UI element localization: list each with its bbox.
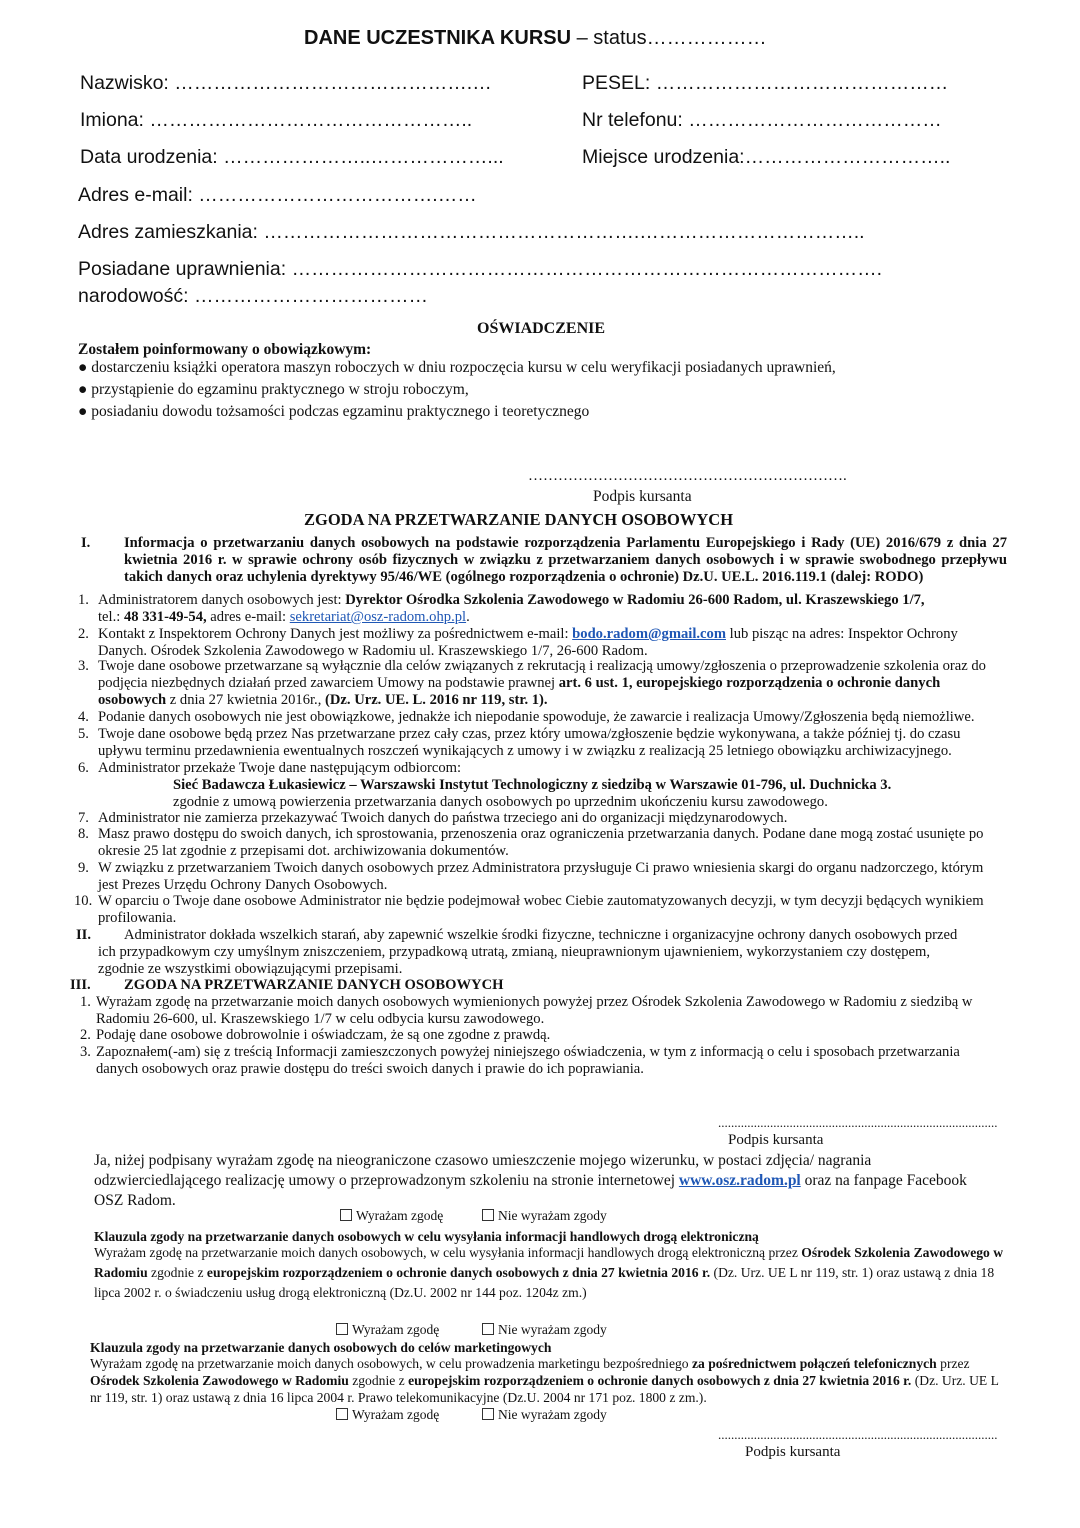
item-5: Twoje dane osobowe będą przez Nas przetwarzane przez cały czas, przez który umowa/zgłoszenie będzie wykonywana, a także później tj. do czasu upływu terminu przedawnienia ewentualnych roszczeń wynikających z umowy i w związku z realizacją 25 letniego obowiązku archiwizacyjnego.	[98, 726, 961, 759]
item-2-text: Kontakt z Inspektorem Ochrony Danych jest możliwy za pośrednictwem e-mail:	[98, 626, 573, 642]
signature-label: Podpis kursanta	[728, 1132, 824, 1148]
checkbox-icon[interactable]	[336, 1408, 348, 1420]
wizerunek-rest: oraz na fanpage Facebook OSZ Radom.	[94, 1172, 967, 1209]
email-link-iod[interactable]: bodo.radom@gmail.com	[572, 626, 726, 642]
oswiadczenie-title: OŚWIADCZENIE	[477, 320, 606, 337]
wizerunek-no-option[interactable]	[482, 1208, 607, 1224]
klauzula-1-part: zgodnie z	[147, 1265, 207, 1280]
item-number: 2.	[78, 626, 89, 642]
item-10: W oparciu o Twoje dane osobowe Administrator nie będzie podejmował wobec Ciebie zautomatyzowanych decyzji, w tym decyzji będących wynikiem profilowania.	[98, 893, 984, 926]
klauzula-2-no-option[interactable]	[482, 1407, 607, 1423]
klauzula-1-org: Ośrodek Szkolenia Zawodowego w Radomiu	[94, 1245, 1004, 1280]
item-number: 1.	[78, 592, 89, 608]
oswiadczenie-item: ● posiadaniu dowodu tożsamości podczas egzaminu praktycznego i teoretycznego	[78, 403, 590, 420]
klauzula-1-part: Wyrażam zgodę na przetwarzanie moich danych osobowych, w celu wysyłania informacji handlowych drogą elektroniczną przez	[94, 1245, 802, 1260]
klauzula-2-text	[90, 1355, 1006, 1406]
klauzula-2-part: przez	[936, 1356, 970, 1371]
item-number: 3.	[80, 1044, 91, 1060]
item-number: 1.	[80, 994, 91, 1010]
field-narodowosc[interactable]: narodowość: ………………………………	[78, 285, 428, 307]
option-label: Nie wyrażam zgody	[498, 1407, 607, 1422]
field-nazwisko[interactable]: Nazwisko: ……………………………………….…	[80, 72, 492, 94]
option-label: Wyrażam zgodę	[352, 1407, 440, 1422]
item-7: Administrator nie zamierza przekazywać Twoich danych do państwa trzeciego ani do organizacji międzynarodowych.	[98, 810, 788, 826]
signature-line: ......................................................................................	[718, 1115, 998, 1130]
title-bold: DANE UCZESTNIKA KURSU	[304, 27, 572, 49]
item-6: Administrator przekaże Twoje dane następującym odbiorcom:	[98, 760, 462, 776]
item-number: 5.	[78, 726, 89, 742]
option-label: Wyrażam zgodę	[356, 1208, 444, 1223]
wizerunek-consent	[94, 1151, 999, 1211]
consent-3: Zapoznałem(-am) się z treścią Informacji zamieszczonych powyżej niniejszego oświadczenia, w tym z informacją o celu i sposobach przetwarzania danych osobowych oraz prawie dostępu do treści swoich danych i prawie do ich poprawiania.	[96, 1044, 960, 1077]
checkbox-icon[interactable]	[482, 1323, 494, 1335]
item-number: 8.	[78, 826, 89, 842]
oswiadczenie-item: ● dostarczeniu książki operatora maszyn roboczych w dniu rozpoczęcia kursu w celu weryfikacji posiadanych uprawnień,	[78, 359, 836, 376]
wizerunek-text: Ja, niżej podpisany wyrażam zgodę na nieograniczone czasowo umieszczenie mojego wizerunku, w postaci zdjęcia/ nagrania odzwierciedlającego realizację umowy o przeprowadzonym szkoleniu na stronie internetowej	[94, 1152, 872, 1189]
item-3-legal: art. 6 ust. 1, europejskiego rozporządzenia o ochronie danych osobowych	[98, 675, 941, 708]
klauzula-2-part: zgodnie z	[348, 1373, 409, 1388]
klauzula-1-text	[94, 1243, 1006, 1303]
item-3-ref: (Dz. Urz. UE. L. 2016 nr 119, str. 1).	[325, 692, 548, 708]
item-number: 3.	[78, 658, 89, 674]
oswiadczenie-lead: Zostałem poinformowany o obowiązkowym:	[78, 341, 372, 358]
item-8: Masz prawo dostępu do swoich danych, ich sprostowania, przenoszenia oraz ograniczenia przetwarzania danych. Podane dane mogą zostać usunięte po okresie 25 lat zgodnie z przepisami dot. archiwizowania dokumentów.	[98, 826, 984, 859]
checkbox-icon[interactable]	[482, 1408, 494, 1420]
signature-line: ……………………………………………………….	[528, 468, 847, 484]
option-label: Nie wyrażam zgody	[498, 1322, 607, 1337]
item-1-text: Administratorem danych osobowych jest:	[98, 592, 346, 608]
section-number: I.	[81, 535, 91, 551]
email-link-sekretariat[interactable]: sekretariat@osz-radom.ohp.pl	[289, 609, 467, 625]
item-9: W związku z przetwarzaniem Twoich danych osobowych przez Administratora przysługuje Ci prawo wniesienia skargi do organu nadzorczego, którym jest Prezes Urzędu Ochrony Danych Osobowych.	[98, 860, 984, 893]
item-3-text: Twoje dane osobowe przetwarzane są wyłącznie dla celów związanych z rekrutacją i realizacją umowy/zgłoszenia o przeprowadzenie szkolenia oraz do podjęcia niezbędnych działań przed zawarciem Umowy na podstawie prawnej	[98, 658, 986, 691]
item-6-recipient: Sieć Badawcza Łukasiewicz – Warszawski Instytut Technologiczny z siedzibą w Warszawie 01-796, ul. Duchnicka 3.	[173, 777, 892, 793]
signature-line: ......................................................................................	[718, 1427, 998, 1442]
item-3-date: z dnia 27 kwietnia 2016r.,	[166, 692, 326, 708]
checkbox-icon[interactable]	[336, 1323, 348, 1335]
item-1	[98, 592, 1008, 626]
klauzula-2-legal: europejskim rozporządzeniem o ochronie danych osobowych z dnia 27 kwietnia 2016 r.	[408, 1373, 912, 1388]
tel-number: 48 331-49-54,	[123, 609, 207, 625]
item-2-rest: lub pisząc na adres: Inspektor Ochrony Danych. Ośrodek Szkolenia Zawodowego w Radomiu ul. Kraszewskiego 1/7, 26-600 Radom.	[98, 626, 958, 659]
option-label: Wyrażam zgodę	[352, 1322, 440, 1337]
field-pesel[interactable]: PESEL: ………………………………………	[582, 72, 949, 94]
item-6-rest: zgodnie z umową powierzenia przetwarzania danych osobowych po uprzednim ukończeniu kursu zawodowego.	[173, 794, 828, 810]
klauzula-1-yes-option[interactable]	[336, 1322, 439, 1338]
item-number: 7.	[78, 810, 89, 826]
item-1-end: .	[466, 609, 470, 625]
page-title	[304, 27, 767, 50]
zgoda-title: ZGODA NA PRZETWARZANIE DANYCH OSOBOWYCH	[304, 510, 734, 529]
item-number: 4.	[78, 709, 89, 725]
klauzula-2-phone: za pośrednictwem połączeń telefonicznych	[691, 1356, 937, 1371]
consent-1: Wyrażam zgodę na przetwarzanie moich danych osobowych wymienionych powyżej przez Ośrodek Szkolenia Zawodowego w Radomiu z siedzibą w Radomiu 26-600, ul. Kraszewskiego 1/7 w celu odbycia kursu zawodowego.	[96, 994, 973, 1027]
item-number: 2.	[80, 1027, 91, 1043]
oswiadczenie-item: ● przystąpienie do egzaminu praktycznego w stroju roboczym,	[78, 381, 469, 398]
item-number: 9.	[78, 860, 89, 876]
field-uprawnienia[interactable]: Posiadane uprawnienia: ……………………………………………………………………………….	[78, 258, 882, 280]
item-4: Podanie danych osobowych nie jest obowiązkowe, jednakże ich niepodanie spowoduje, że zawarcie i realizacja Umowy/Zgłoszenia będą niemożliwe.	[98, 709, 975, 725]
klauzula-2-yes-option[interactable]	[336, 1407, 439, 1423]
website-link[interactable]: www.osz.radom.pl	[678, 1172, 801, 1189]
email-label: adres e-mail:	[206, 609, 290, 625]
section-2-text: Administrator dokłada wszelkich starań, aby zapewnić wszelkie środki fizyczne, techniczne i organizacyjne ochrony danych osobowych przed ich przypadkowym czy umyślnym zniszczeniem, przypadkową utratą, zmianą, nieuprawnionym ujawnieniem, wykorzystaniem czy dostępem, zgodnie ze wszystkimi obowiązującymi przepisami.	[98, 927, 958, 977]
item-2	[98, 626, 970, 660]
klauzula-1-part: (Dz. Urz. UE L nr 119, str. 1) oraz ustawą z dnia 18 lipca 2002 r. o świadczeniu usług drogą elektroniczną (Dz.U. 2002 nr 144 poz. 1204z zm.)	[94, 1265, 995, 1300]
klauzula-1-legal: europejskim rozporządzeniem o ochronie danych osobowych z dnia 27 kwietnia 2016 r.	[206, 1265, 711, 1280]
item-3	[98, 658, 1000, 709]
field-adres[interactable]: Adres zamieszkania: ………………………………………………….……………………………..	[78, 221, 865, 243]
field-telefon[interactable]: Nr telefonu: …………………………………	[582, 109, 942, 131]
option-label: Nie wyrażam zgody	[498, 1208, 607, 1223]
tel-label: tel.:	[98, 609, 124, 625]
administrator-name: Dyrektor Ośrodka Szkolenia Zawodowego w Radomiu 26-600 Radom, ul. Kraszewskiego 1/7,	[345, 592, 925, 608]
klauzula-2-part: Wyrażam zgodę na przetwarzanie moich danych osobowych, w celu prowadzenia marketingu bezpośredniego	[90, 1356, 692, 1371]
item-number: 6.	[78, 760, 89, 776]
klauzula-2-part: (Dz. Urz. UE L nr 119, str. 1) oraz ustawą z dnia 16 lipca 2004 r. Prawo telekomunikacyjne (Dz.U. 2004 nr 171 poz. 1800 z zm.).	[90, 1373, 999, 1405]
checkbox-icon[interactable]	[482, 1209, 494, 1221]
klauzula-2-org: Ośrodek Szkolenia Zawodowego w Radomiu	[90, 1373, 349, 1388]
checkbox-icon[interactable]	[340, 1209, 352, 1221]
section-1-text: Informacja o przetwarzaniu danych osobowych na podstawie rozporządzenia Parlamentu Europejskiego i Rady (UE) 2016/679 z dnia 27 kwietnia 2016 r. w sprawie ochrony osób fizycznych w związku z przetwarzaniem danych osobowych i w sprawie swobodnego przepływu takich danych oraz uchylenia dyrektywy 95/46/WE (ogólnego rozporządzenia o ochronie) Dz.U. UE.L. 2016.119.1 (dalej: RODO)	[124, 535, 1007, 585]
section-number: III.	[70, 977, 91, 993]
title-status: – status………………	[576, 27, 767, 49]
klauzula-2-title: Klauzula zgody na przetwarzanie danych osobowych do celów marketingowych	[90, 1340, 552, 1355]
item-number: 10.	[74, 893, 93, 909]
field-imiona[interactable]: Imiona: …………………………………………..	[80, 109, 473, 131]
consent-2: Podaję dane osobowe dobrowolnie i oświadczam, że są one zgodne z prawdą.	[96, 1027, 551, 1043]
section-3-title: ZGODA NA PRZETWARZANIE DANYCH OSOBOWYCH	[124, 977, 504, 993]
field-miejsce-urodzenia[interactable]: Miejsce urodzenia:…………………………..	[582, 146, 951, 168]
section-number: II.	[76, 927, 92, 943]
klauzula-1-title: Klauzula zgody na przetwarzanie danych osobowych w celu wysyłania informacji handlowych drogą elektroniczną	[94, 1229, 759, 1244]
wizerunek-yes-option[interactable]	[340, 1208, 443, 1224]
field-data-urodzenia[interactable]: Data urodzenia: …………………..………………...	[80, 146, 504, 168]
signature-label: Podpis kursanta	[593, 488, 692, 505]
signature-label: Podpis kursanta	[745, 1444, 841, 1460]
klauzula-1-no-option[interactable]	[482, 1322, 607, 1338]
field-email[interactable]: Adres e-mail: ……………………………….……	[78, 184, 477, 206]
